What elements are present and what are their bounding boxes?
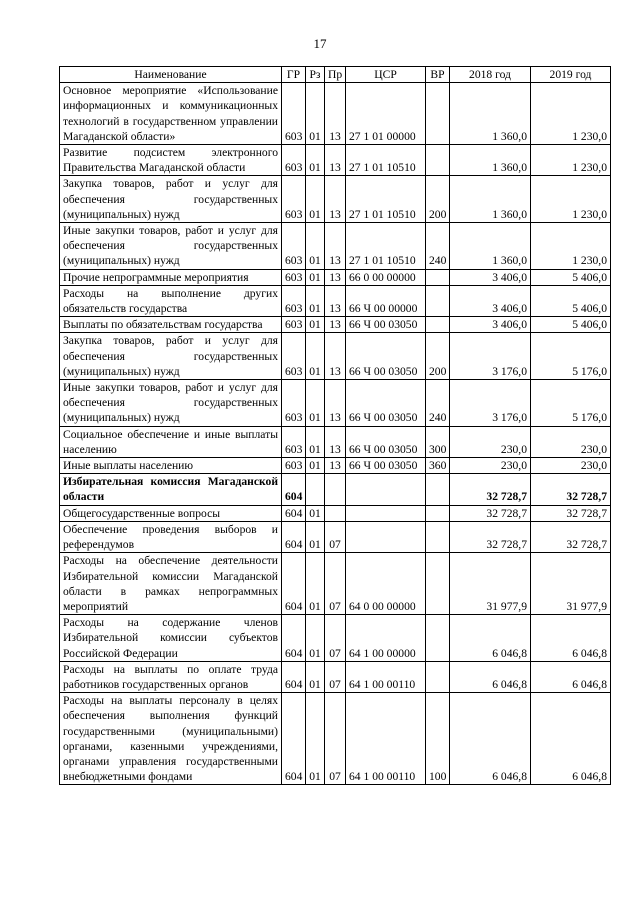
row-2019: 32 728,7 [531, 505, 611, 521]
row-pr [325, 474, 346, 505]
row-pr: 13 [325, 285, 346, 316]
row-2019: 5 406,0 [531, 269, 611, 285]
row-rz: 01 [306, 615, 325, 662]
row-gr: 603 [282, 83, 306, 145]
row-vr [426, 661, 450, 692]
row-2019: 1 230,0 [531, 83, 611, 145]
row-name: Основное мероприятие «Использование информационных и коммуникационных технологий в государственном управлении Магаданской области» [60, 83, 282, 145]
row-csr: 64 1 00 00110 [346, 693, 426, 785]
row-name: Социальное обеспечение и иные выплаты населению [60, 426, 282, 457]
row-gr: 604 [282, 693, 306, 785]
table-row [60, 521, 611, 552]
row-2019: 6 046,8 [531, 615, 611, 662]
table-row [60, 83, 611, 145]
row-pr: 13 [325, 380, 346, 427]
row-csr: 66 Ч 00 03050 [346, 380, 426, 427]
row-gr: 603 [282, 285, 306, 316]
table-row [60, 285, 611, 316]
row-pr: 07 [325, 553, 346, 615]
row-csr: 66 0 00 00000 [346, 269, 426, 285]
row-pr: 13 [325, 223, 346, 270]
row-pr: 13 [325, 317, 346, 333]
row-name: Развитие подсистем электронного Правительства Магаданской области [60, 145, 282, 176]
table-row [60, 474, 611, 505]
row-2019: 230,0 [531, 426, 611, 457]
row-pr: 07 [325, 693, 346, 785]
row-2018: 230,0 [450, 458, 531, 474]
header-rz: Рз [306, 67, 325, 83]
row-csr: 64 0 00 00000 [346, 553, 426, 615]
row-name: Расходы на выплаты персоналу в целях обеспечения выполнения функций государственными (муниципальными) органами, казенными учреждениями, органами управления государственными внебюджетными фондами [60, 693, 282, 785]
row-gr: 603 [282, 176, 306, 223]
row-2019: 1 230,0 [531, 223, 611, 270]
row-pr [325, 505, 346, 521]
row-2018: 3 406,0 [450, 285, 531, 316]
row-csr: 27 1 01 10510 [346, 176, 426, 223]
row-2019: 31 977,9 [531, 553, 611, 615]
table-row [60, 223, 611, 270]
row-vr [426, 615, 450, 662]
row-2018: 32 728,7 [450, 474, 531, 505]
table-row [60, 269, 611, 285]
row-rz: 01 [306, 380, 325, 427]
row-vr: 200 [426, 176, 450, 223]
row-2018: 31 977,9 [450, 553, 531, 615]
row-pr: 13 [325, 333, 346, 380]
row-gr: 604 [282, 474, 306, 505]
row-vr [426, 145, 450, 176]
row-rz: 01 [306, 693, 325, 785]
row-rz: 01 [306, 333, 325, 380]
row-2019: 5 406,0 [531, 317, 611, 333]
row-2018: 230,0 [450, 426, 531, 457]
row-vr [426, 553, 450, 615]
page-number: 17 [313, 36, 327, 51]
row-name: Закупка товаров, работ и услуг для обеспечения государственных (муниципальных) нужд [60, 333, 282, 380]
header-vr: ВР [426, 67, 450, 83]
row-gr: 603 [282, 458, 306, 474]
row-csr: 66 Ч 00 03050 [346, 333, 426, 380]
header-gr: ГР [282, 67, 306, 83]
row-2019: 1 230,0 [531, 145, 611, 176]
row-gr: 603 [282, 269, 306, 285]
row-csr: 27 1 01 10510 [346, 223, 426, 270]
row-name: Закупка товаров, работ и услуг для обеспечения государственных (муниципальных) нужд [60, 176, 282, 223]
row-gr: 603 [282, 145, 306, 176]
row-2018: 1 360,0 [450, 83, 531, 145]
row-2018: 3 406,0 [450, 269, 531, 285]
row-gr: 604 [282, 553, 306, 615]
row-name: Расходы на выплаты по оплате труда работников государственных органов [60, 661, 282, 692]
row-2018: 6 046,8 [450, 615, 531, 662]
row-name: Общегосударственные вопросы [60, 505, 282, 521]
row-2018: 32 728,7 [450, 521, 531, 552]
header-csr: ЦСР [346, 67, 426, 83]
row-csr: 27 1 01 00000 [346, 83, 426, 145]
row-vr: 240 [426, 223, 450, 270]
row-csr: 66 Ч 00 00000 [346, 285, 426, 316]
row-csr [346, 505, 426, 521]
row-gr: 603 [282, 426, 306, 457]
row-csr: 64 1 00 00110 [346, 661, 426, 692]
row-rz [306, 474, 325, 505]
row-vr: 200 [426, 333, 450, 380]
row-gr: 603 [282, 317, 306, 333]
row-2018: 1 360,0 [450, 176, 531, 223]
row-name: Иные выплаты населению [60, 458, 282, 474]
header-name: Наименование [60, 67, 282, 83]
row-name: Прочие непрограммные мероприятия [60, 269, 282, 285]
row-vr: 300 [426, 426, 450, 457]
budget-table [59, 66, 611, 785]
row-name: Иные закупки товаров, работ и услуг для обеспечения государственных (муниципальных) нужд [60, 223, 282, 270]
row-2019: 5 406,0 [531, 285, 611, 316]
row-2019: 32 728,7 [531, 521, 611, 552]
row-rz: 01 [306, 83, 325, 145]
row-name: Расходы на обеспечение деятельности Избирательной комиссии Магаданской области в рамках непрограммных мероприятий [60, 553, 282, 615]
row-pr: 07 [325, 521, 346, 552]
row-rz: 01 [306, 553, 325, 615]
row-2019: 5 176,0 [531, 380, 611, 427]
row-pr: 13 [325, 176, 346, 223]
row-csr: 66 Ч 00 03050 [346, 426, 426, 457]
row-2019: 5 176,0 [531, 333, 611, 380]
header-2019: 2019 год [531, 67, 611, 83]
table-row [60, 426, 611, 457]
row-vr [426, 269, 450, 285]
row-2019: 32 728,7 [531, 474, 611, 505]
header-row [60, 67, 611, 83]
row-name: Обеспечение проведения выборов и референдумов [60, 521, 282, 552]
row-vr [426, 505, 450, 521]
header-2018: 2018 год [450, 67, 531, 83]
table-row [60, 693, 611, 785]
row-vr: 240 [426, 380, 450, 427]
row-csr [346, 521, 426, 552]
row-2018: 6 046,8 [450, 661, 531, 692]
row-vr: 360 [426, 458, 450, 474]
row-pr: 13 [325, 458, 346, 474]
row-2019: 1 230,0 [531, 176, 611, 223]
row-rz: 01 [306, 505, 325, 521]
row-gr: 603 [282, 380, 306, 427]
row-rz: 01 [306, 426, 325, 457]
row-rz: 01 [306, 145, 325, 176]
row-gr: 603 [282, 223, 306, 270]
row-csr [346, 474, 426, 505]
row-2019: 230,0 [531, 458, 611, 474]
row-name: Выплаты по обязательствам государства [60, 317, 282, 333]
row-name: Избирательная комиссия Магаданской области [60, 474, 282, 505]
table-row [60, 380, 611, 427]
row-name: Расходы на выполнение других обязательств государства [60, 285, 282, 316]
row-rz: 01 [306, 176, 325, 223]
row-csr: 66 Ч 00 03050 [346, 317, 426, 333]
table-row [60, 553, 611, 615]
row-gr: 603 [282, 333, 306, 380]
row-2018: 1 360,0 [450, 223, 531, 270]
row-gr: 604 [282, 521, 306, 552]
table-row [60, 615, 611, 662]
row-csr: 27 1 01 10510 [346, 145, 426, 176]
row-vr [426, 521, 450, 552]
table-row [60, 458, 611, 474]
row-pr: 13 [325, 269, 346, 285]
row-2019: 6 046,8 [531, 693, 611, 785]
table-row [60, 145, 611, 176]
row-vr: 100 [426, 693, 450, 785]
table-row [60, 176, 611, 223]
row-vr [426, 474, 450, 505]
row-csr: 64 1 00 00000 [346, 615, 426, 662]
row-pr: 07 [325, 615, 346, 662]
row-pr: 13 [325, 83, 346, 145]
row-pr: 13 [325, 426, 346, 457]
row-name: Иные закупки товаров, работ и услуг для обеспечения государственных (муниципальных) нужд [60, 380, 282, 427]
row-rz: 01 [306, 269, 325, 285]
table-row [60, 333, 611, 380]
row-pr: 13 [325, 145, 346, 176]
row-vr [426, 285, 450, 316]
row-gr: 604 [282, 505, 306, 521]
header-pr: Пр [325, 67, 346, 83]
row-2018: 3 176,0 [450, 333, 531, 380]
row-2019: 6 046,8 [531, 661, 611, 692]
row-name: Расходы на содержание членов Избирательной комиссии субъектов Российской Федерации [60, 615, 282, 662]
table-row [60, 505, 611, 521]
row-rz: 01 [306, 661, 325, 692]
row-rz: 01 [306, 223, 325, 270]
row-rz: 01 [306, 317, 325, 333]
row-rz: 01 [306, 521, 325, 552]
table-row [60, 317, 611, 333]
row-2018: 32 728,7 [450, 505, 531, 521]
row-rz: 01 [306, 285, 325, 316]
row-2018: 1 360,0 [450, 145, 531, 176]
row-vr [426, 317, 450, 333]
row-2018: 6 046,8 [450, 693, 531, 785]
row-gr: 604 [282, 661, 306, 692]
row-2018: 3 406,0 [450, 317, 531, 333]
row-rz: 01 [306, 458, 325, 474]
row-csr: 66 Ч 00 03050 [346, 458, 426, 474]
row-pr: 07 [325, 661, 346, 692]
row-gr: 604 [282, 615, 306, 662]
table-row [60, 661, 611, 692]
row-2018: 3 176,0 [450, 380, 531, 427]
row-vr [426, 83, 450, 145]
